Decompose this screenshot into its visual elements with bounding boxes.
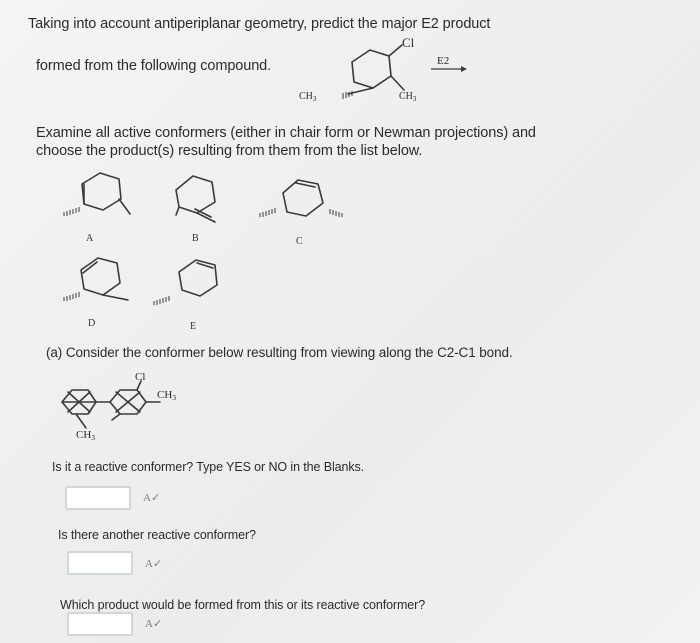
choice-b-label: B [192, 233, 199, 244]
question-another-conformer: Is there another reactive conformer? [58, 528, 256, 542]
answer-field-3[interactable] [67, 612, 133, 636]
choice-e-label: E [190, 321, 197, 332]
choice-c-label: C [296, 236, 303, 247]
ch3-right-label: $CH_3$ [399, 91, 417, 103]
choice-d-label: D [88, 318, 96, 329]
question-reactive-conformer: Is it a reactive conformer? Type YES or NO in the Blanks. [52, 460, 365, 474]
newman-ch3-right-label: CH3 [157, 389, 177, 402]
answer-field-1[interactable] [65, 486, 131, 510]
ch3-left-label: $CH_3$ [299, 91, 317, 103]
spellcheck-icon[interactable]: A✓ [145, 618, 163, 630]
answer-field-2[interactable] [67, 551, 133, 575]
part-a-prompt: (a) Consider the conformer below resulting from viewing along the C2-C1 bond. [46, 345, 513, 360]
choice-a-label: A [86, 233, 94, 244]
spellcheck-icon[interactable]: A✓ [145, 558, 163, 570]
newman-ch3-bottom-label: CH3 [76, 429, 96, 442]
question-which-product: Which product would be formed from this or its reactive conformer? [60, 598, 426, 612]
newman-cl-label: Cl [135, 371, 146, 383]
question-line-2: formed from the following compound. [36, 58, 272, 74]
cl-label: Cl [402, 35, 415, 50]
instructions-line-1: Examine all active conformers (either in chair form or Newman projections) and [36, 125, 536, 141]
spellcheck-icon[interactable]: A✓ [143, 492, 161, 504]
e2-arrow-label: E2 [437, 55, 450, 67]
question-line-1: Taking into account antiperiplanar geometry, predict the major E2 product [28, 16, 491, 32]
instructions-line-2: choose the product(s) resulting from them from the list below. [36, 143, 423, 159]
